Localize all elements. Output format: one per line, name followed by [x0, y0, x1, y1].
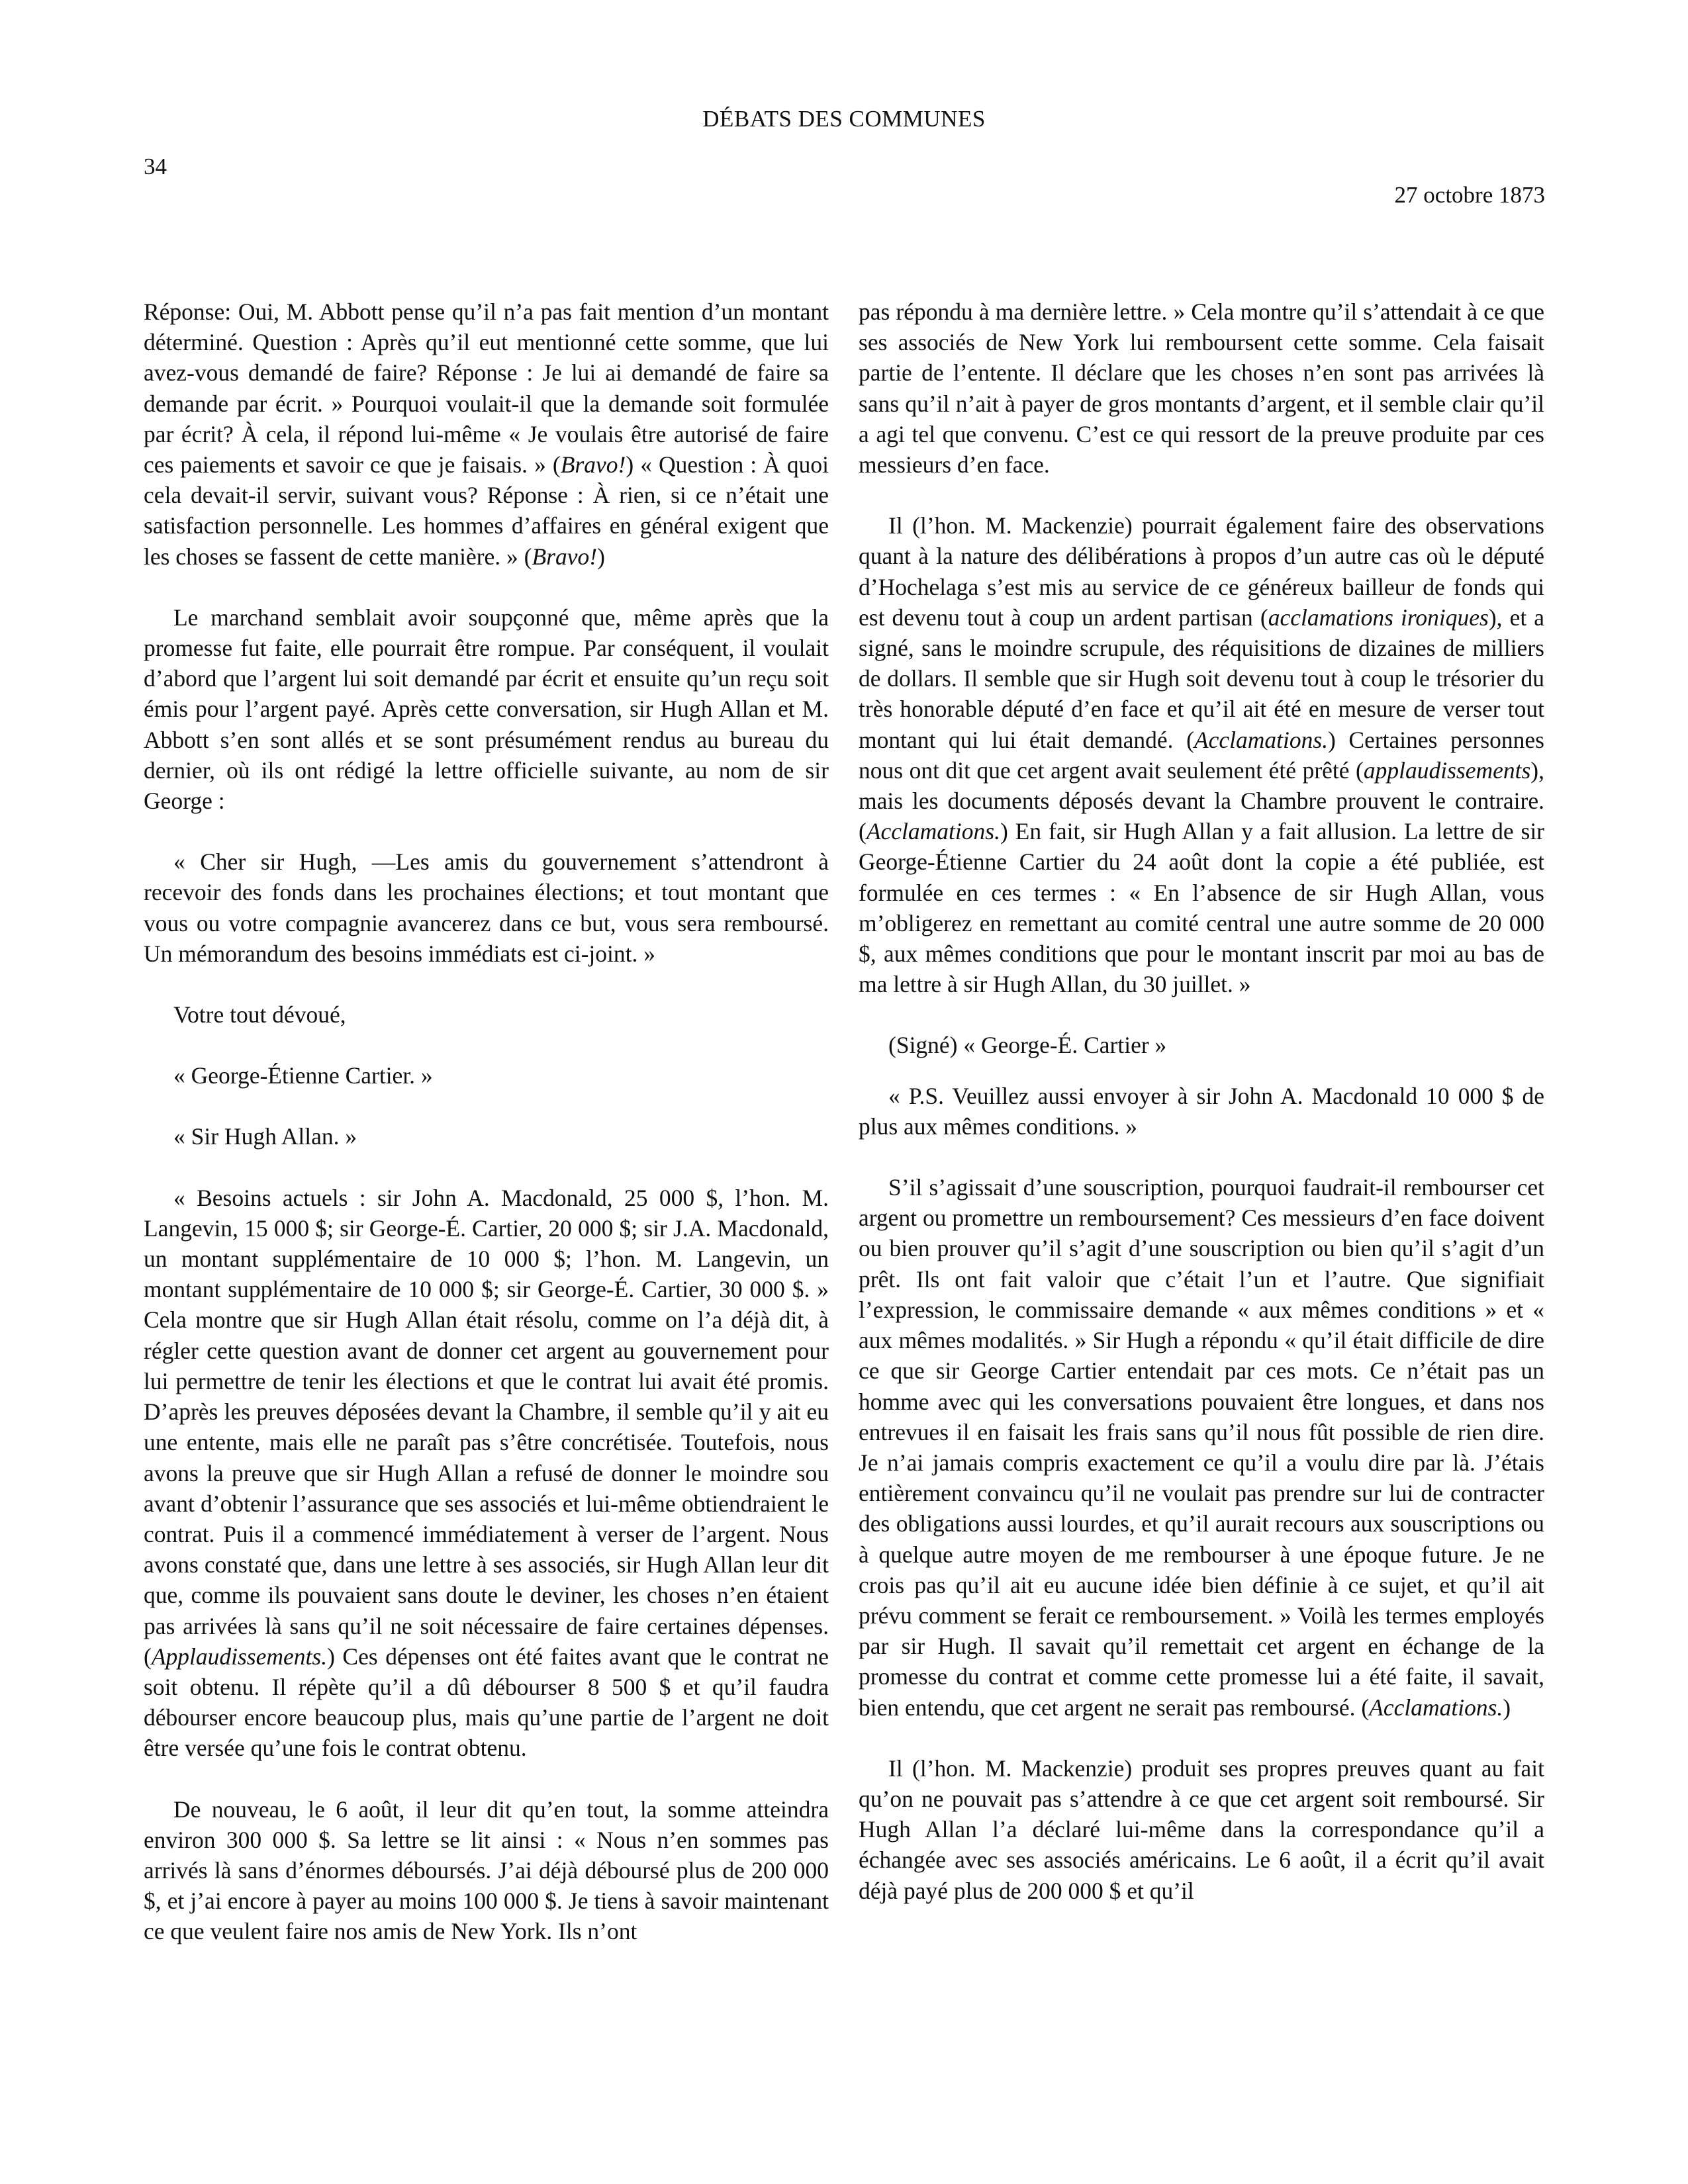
postscript: « P.S. Veuillez aussi envoyer à sir John A. Macdonald 10 000 $ de plus aux mêmes conditions. » — [859, 1082, 1544, 1140]
sitting-date: 27 octobre 1873 — [1394, 182, 1545, 208]
paragraph: Le marchand semblait avoir soupçonné que, même après que la promesse fut faite, elle pourrait être rompue. Par conséquent, il voulait d’abord que l’argent lui soit demandé par écrit et ensuite qu’un reçu soit émis pour l’argent payé. Après cette conversation, sir Hugh Allan et M. Abbott s’en sont allés et se sont présumément rendus au bureau du dernier, où ils ont rédigé la lettre officielle suivante, au nom de sir George : — [144, 604, 829, 815]
paragraph: De nouveau, le 6 août, il leur dit qu’en tout, la somme atteindra environ 300 000 $. Sa lettre se lit ainsi : « Nous n’en sommes pas arrivés là sans d’énormes déboursés. J’ai déjà déboursé plus de 200 000 $, et j’ai encore à payer au moins 100 000 $. Je tiens à savoir maintenant ce que veulent faire nos amis de New York. Ils n’ont — [144, 1796, 829, 1945]
letter-closing: Votre tout dévoué, — [173, 1001, 346, 1028]
paragraph: « Besoins actuels : sir John A. Macdonald, 25 000 $, l’hon. M. Langevin, 15 000 $; sir George-É. Cartier, 20 000 $; sir J.A. Macdonald, un montant supplémentaire de 10 000 $; l’hon. M. Langevin, un montant supplémentaire de 10 000 $; sir George-É. Cartier, 30 000 $. » Cela montre que sir Hugh Allan était résolu, comme on l’a déjà dit, à régler cette question avant de donner cet argent au gouvernement pour lui permettre de tenir les élections et que le contrat lui avait été promis. D’après les preuves déposées devant la Chambre, il semble qu’il y ait eu une entente, mais elle ne paraît pas s’être concrétisée. Toutefois, nous avons la preuve que sir Hugh Allan a refusé de donner le moindre sou avant d’obtenir l’assurance que ses associés et lui-même obtiendraient le contrat. Puis il a commencé immédiatement à verser de l’argent. Nous avons constaté que, dans une lettre à ses associés, sir Hugh Allan leur dit que, comme ils pouvaient sans doute le deviner, les choses n’en étaient pas arrivées là sans qu’il ne soit nécessaire de faire certaines dépenses. (Applaudissements.) Ces dépenses ont été faites avant que le contrat ne soit obtenu. Il répète qu’il a dû débourser 8 500 $ et qu’il faudra débourser encore beaucoup plus, mais qu’une partie de l’argent ne doit être versée qu’une fois le contrat obtenu. — [144, 1184, 829, 1762]
paragraph: Il (l’hon. M. Mackenzie) produit ses propres preuves quant au fait qu’on ne pouvait pas s’attendre à ce que cet argent soit remboursé. Sir Hugh Allan l’a déclaré lui-même dans la correspondance qu’il a échangée avec ses associés américains. Le 6 août, il a écrit qu’il avait déjà payé plus de 200 000 $ et qu’il — [859, 1754, 1544, 1904]
letter-signature: (Signé) « George-É. Cartier » — [888, 1032, 1167, 1059]
paragraph: Réponse: Oui, M. Abbott pense qu’il n’a pas fait mention d’un montant déterminé. Question : Après qu’il eut mentionné cette somme, que lui avez-vous demandé de faire? Réponse : Je lui ai demandé de faire sa demande par écrit. » Pourquoi voulait-il que la demande soit formulée par écrit? À cela, il répond lui-même « Je voulais être autorisé de faire ces paiements et savoir ce que je faisais. » (Bravo!) « Question : À quoi cela devait-il servir, suivant vous? Réponse : À rien, si ce n’était une satisfaction personnelle. Les hommes d’affaires en général exigent que les choses se fassent de cette manière. » (Bravo!) — [144, 298, 829, 570]
running-head-title: DÉBATS DES COMMUNES — [702, 106, 986, 132]
paragraph: Il (l’hon. M. Mackenzie) pourrait également faire des observations quant à la nature des délibérations à propos d’un autre cas où le député d’Hochelaga s’est mis au service de ce généreux bailleur de fonds qui est devenu tout à coup un ardent partisan (acclamations ironiques), et a signé, sans le moindre scrupule, des réquisitions de dizaines de milliers de dollars. Il semble que sir Hugh soit devenu tout à coup le trésorier du très honorable député d’en face et qu’il ait été en mesure de verser tout montant qui lui était demandé. (Acclamations.) Certaines personnes nous ont dit que cet argent avait seulement été prêté (applaudissements), mais les documents déposés devant la Chambre prouvent le contraire. (Acclamations.) En fait, sir Hugh Allan y a fait allusion. La lettre de sir George-Étienne Cartier du 24 août dont la copie a été publiée, est formulée en ces termes : « En l’absence de sir Hugh Allan, vous m’obligerez en remettant au comité central une autre somme de 20 000 $, aux mêmes conditions que pour le montant inscrit par moi au bas de ma lettre à sir Hugh Allan, du 30 juillet. » — [859, 512, 1545, 998]
left-column — [144, 296, 829, 1947]
right-column — [859, 296, 1544, 1906]
page-number: 34 — [144, 154, 167, 179]
paragraph: S’il s’agissait d’une souscription, pourquoi faudrait-il rembourser cet argent ou promettre un remboursement? Ces messieurs d’en face doivent ou bien prouver qu’il s’agit d’une souscription ou bien qu’il s’agit d’un prêt. Ils ont fait valoir que c’était l’un et l’autre. Que signifiait l’expression, le commissaire demande « aux mêmes conditions » et « aux mêmes modalités. » Sir Hugh a répondu « qu’il était difficile de dire ce que sir George Cartier entendait par ces mots. Ce n’était pas un homme avec qui les conversations pouvaient être longues, et dans nos entrevues il en faisait les frais sans qu’il nous fût possible de rien dire. Je n’ai jamais compris exactement ce qu’il a voulu dire par là. J’étais entièrement convaincu qu’il ne voulait pas prendre sur lui de contracter des obligations aussi lourdes, et qu’il aurait recours aux souscriptions ou à quelque autre moyen de me rembourser à une époque future. Je ne crois pas qu’il ait eu aucune idée bien définie à ce sujet, et qu’il ait prévu comment se ferait ce remboursement. » Voilà les termes employés par sir Hugh. Il savait qu’il remettait cet argent en échange de la promesse du contrat et comme cette promesse lui a été faite, il savait, bien entendu, que cet argent ne serait pas remboursé. (Acclamations.) — [859, 1174, 1544, 1721]
paragraph: pas répondu à ma dernière lettre. » Cela montre qu’il s’attendait à ce que ses associés de New York lui remboursent cette somme. Cela faisait partie de l’entente. Il déclare que les choses n’en sont pas arrivées là sans qu’il n’ait à payer de gros montants d’argent, et il semble clair qu’il a agi tel que convenu. C’est ce qui ressort de la preuve produite par ces messieurs d’en face. — [859, 298, 1544, 478]
letter-addressee: « Sir Hugh Allan. » — [173, 1123, 357, 1150]
quoted-letter: « Cher sir Hugh, —Les amis du gouvernement s’attendront à recevoir des fonds dans les prochaines élections; et tout montant que vous ou votre compagnie avancerez dans ce but, vous sera remboursé. Un mémorandum des besoins immédiats est ci-joint. » — [144, 848, 829, 967]
letter-signature: « George-Étienne Cartier. » — [173, 1062, 433, 1089]
